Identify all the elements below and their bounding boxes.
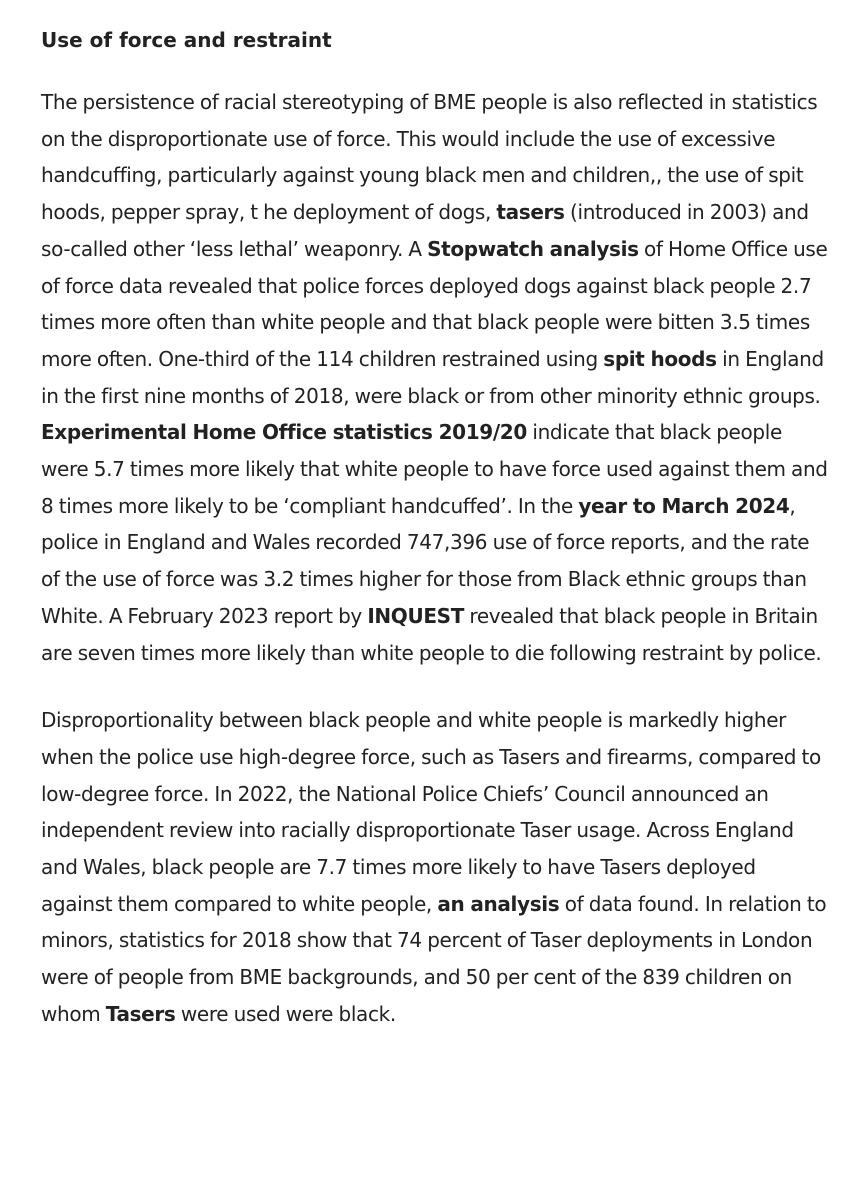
link-tasers[interactable]: tasers [496, 200, 565, 225]
text-run: Disproportionality between black people and white people is markedly higher when the police use high-degree force, such as Tasers and firearms, compared to low-degree force. In 2022, the National Police Chiefs’ Council announced an independent review into racially disproportionate Taser usage. Across England and Wales, black people are 7.7 times more likely to have Tasers deployed against them compared to white people, [41, 708, 821, 916]
link-an-analysis[interactable]: an analysis [437, 891, 560, 916]
link-home-office-statistics[interactable]: Experimental Home Office statistics 2019/20 [41, 420, 527, 445]
link-year-to-march-2024[interactable]: year to March 2024 [578, 493, 790, 518]
text-run: The persistence of racial stereotyping of BME people is also reflected in statistics on the disproportionate use of force. This would include the use of excessive handcuffing, particularly against young black men and children,, the use of spit hoods, pepper spray, t he deployment of dogs, [41, 90, 818, 225]
link-tasers-2[interactable]: Tasers [105, 1001, 176, 1026]
paragraph-use-of-force [41, 84, 831, 671]
text-run: , police in England and Wales recorded 747,396 use of force reports, and the rate of the use of force was 3.2 times higher for those from Black ethnic groups than White. A February 2023 report by [41, 493, 810, 628]
link-stopwatch-analysis[interactable]: Stopwatch analysis [427, 236, 639, 261]
text-run: in England in the first nine months of 2018, were black or from other minority ethnic groups. [41, 346, 824, 408]
link-inquest[interactable]: INQUEST [367, 603, 465, 628]
text-run: revealed that black people in Britain are seven times more likely than white people to die following restraint by police. [41, 603, 822, 665]
text-run: indicate that black people were 5.7 times more likely that white people to have force used against them and 8 times more likely to be ‘compliant handcuffed’. In the [41, 420, 828, 518]
text-run: were used were black. [175, 1001, 396, 1026]
link-spit-hoods[interactable]: spit hoods [603, 346, 717, 371]
article [41, 26, 831, 1033]
text-run: of Home Office use of force data revealed that police forces deployed dogs against black people 2.7 times more often than white people and that black people were bitten 3.5 times more often. One-third of the 114 children restrained using [41, 236, 828, 371]
section-heading: Use of force and restraint [41, 28, 332, 52]
text-run: (introduced in 2003) and so-called other ‘less lethal’ weaponry. A [41, 200, 809, 261]
paragraph-disproportionality [41, 702, 831, 1032]
text-run: of data found. In relation to minors, statistics for 2018 show that 74 percent of Taser deployments in London were of people from BME backgrounds, and 50 per cent of the 839 children on whom [41, 891, 827, 1026]
